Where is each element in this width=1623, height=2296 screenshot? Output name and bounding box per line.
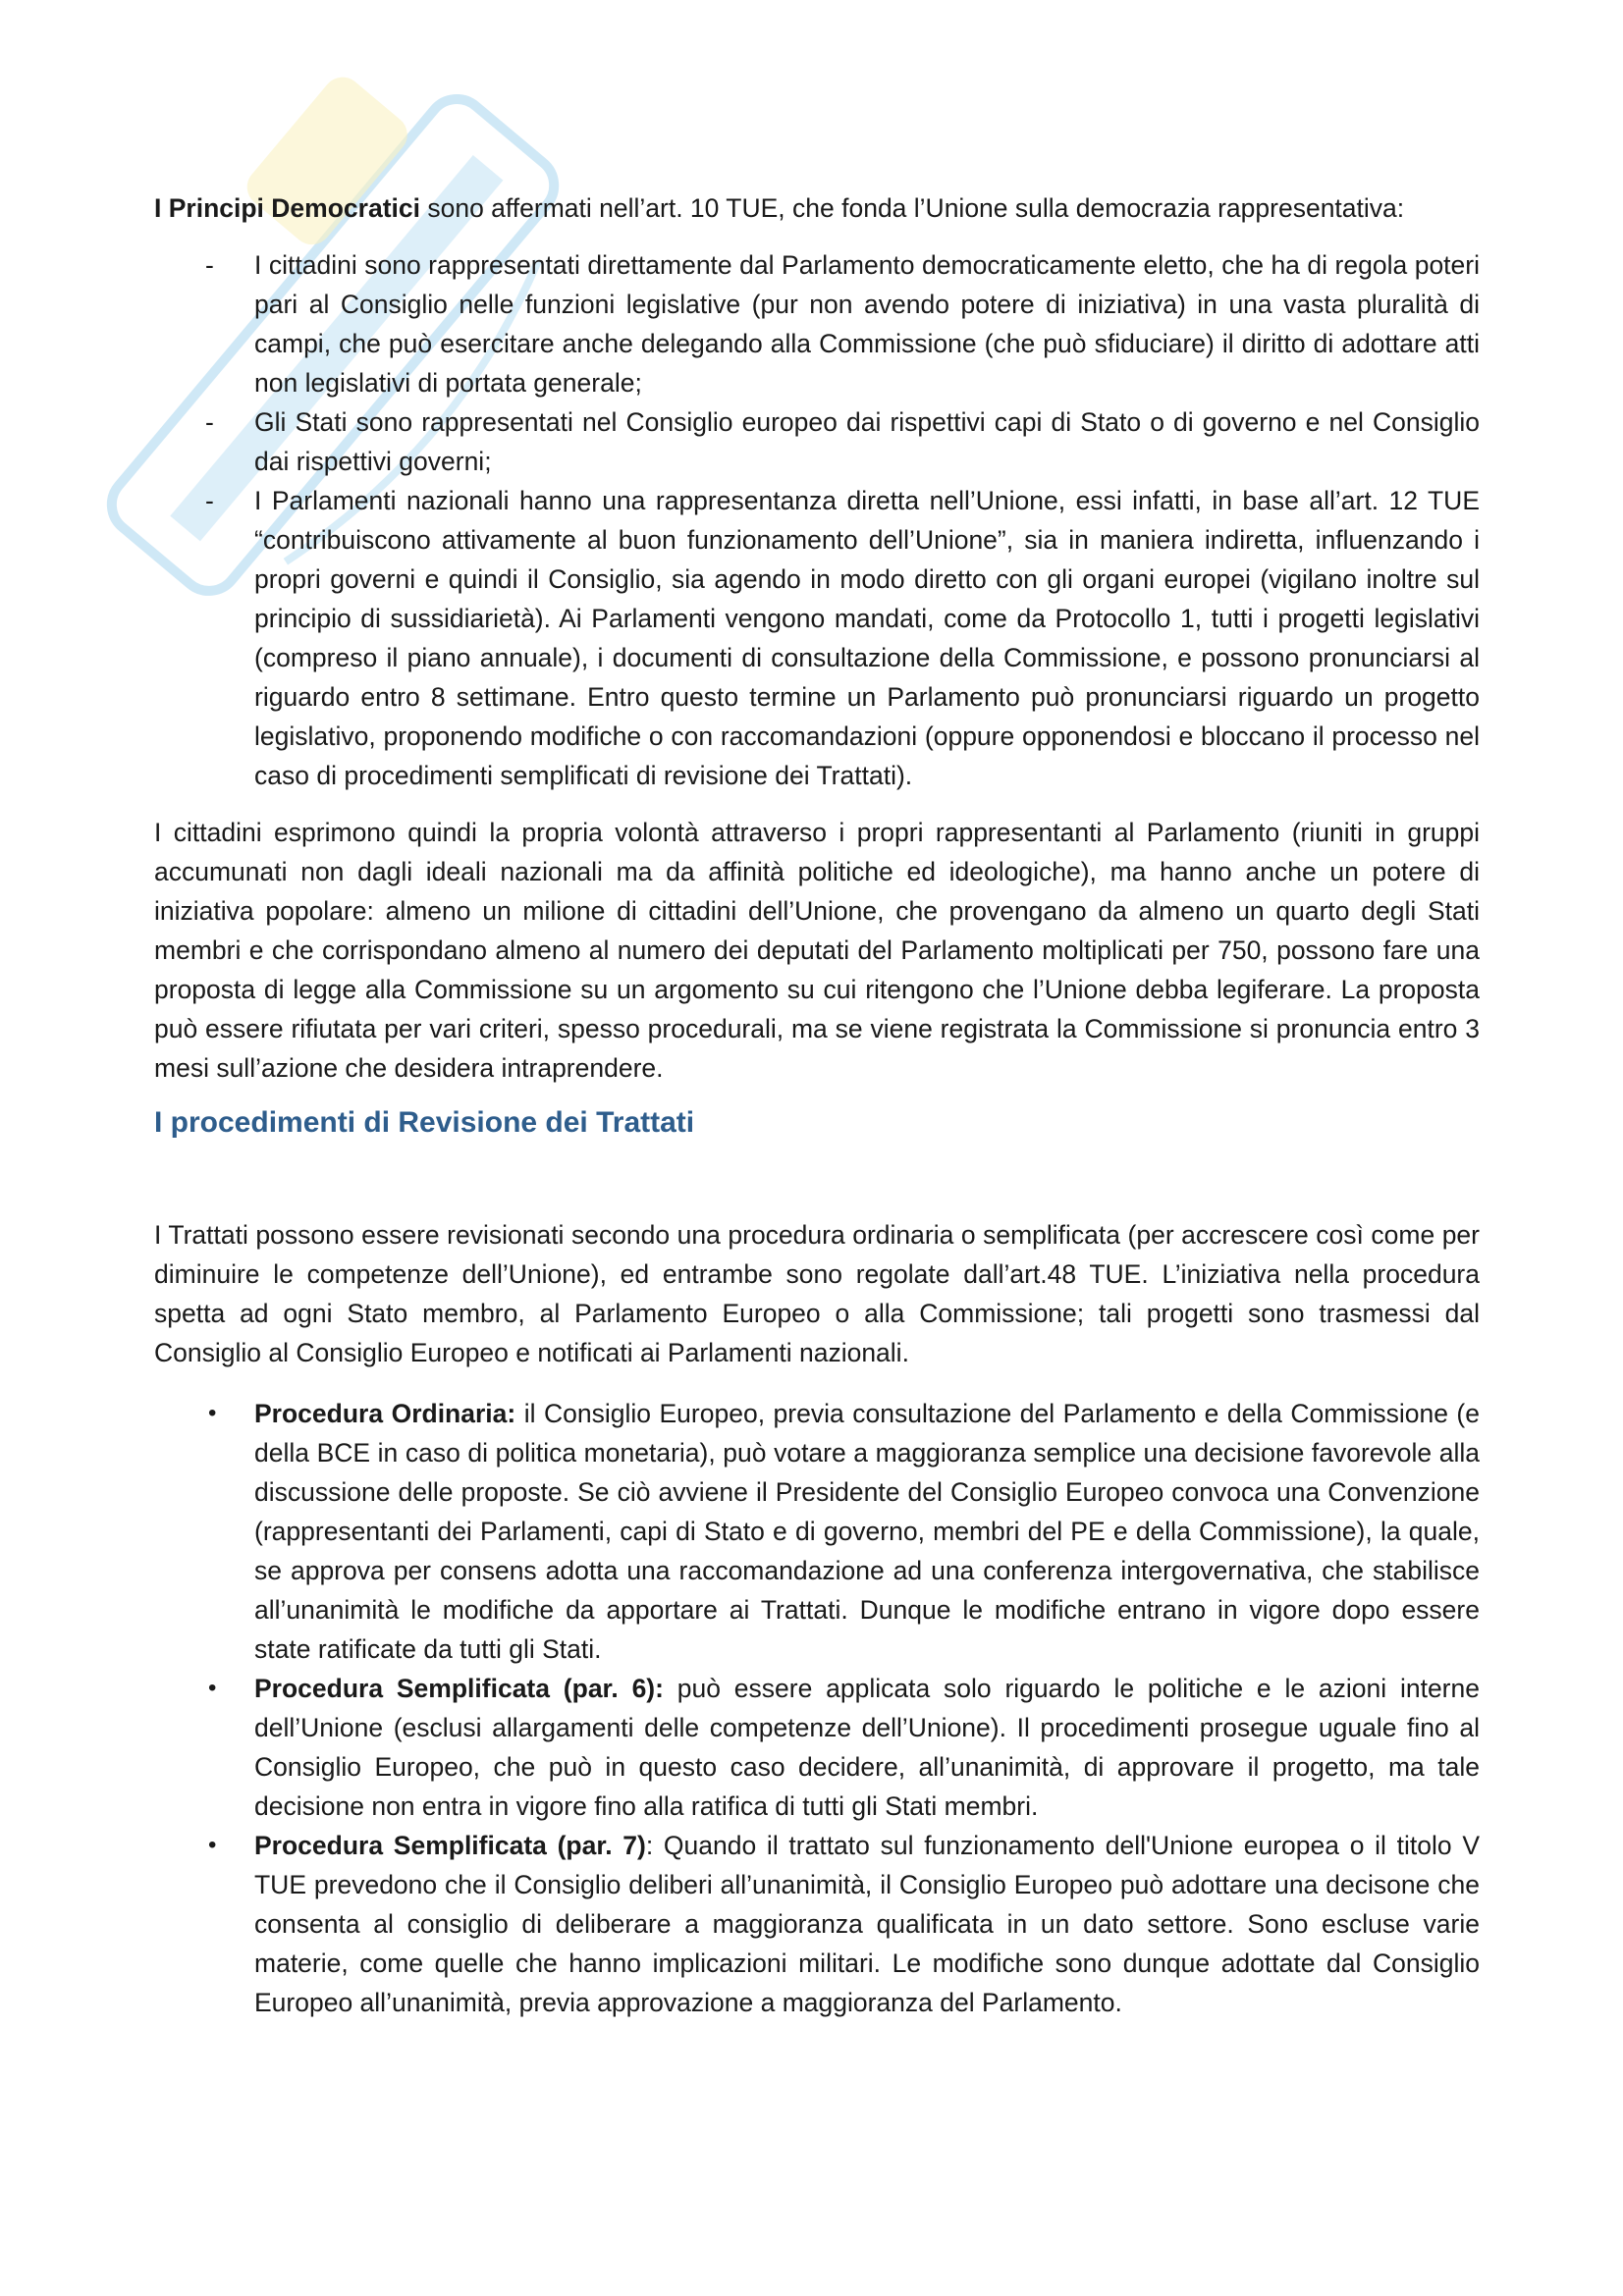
dash-list xyxy=(154,245,1480,795)
procedure-title: Procedura Semplificata (par. 6): xyxy=(254,1674,664,1703)
dash-marker: - xyxy=(205,407,214,437)
procedure-list xyxy=(154,1394,1480,2022)
list-item-text: Gli Stati sono rappresentati nel Consiglio europeo dai rispettivi capi di Stato o di governo e nel Consiglio dai rispettivi governi; xyxy=(254,407,1480,476)
list-item xyxy=(154,1826,1480,2022)
list-item xyxy=(154,402,1480,481)
list-item xyxy=(154,245,1480,402)
list-item xyxy=(154,1669,1480,1826)
list-item-text: I Parlamenti nazionali hanno una rappresentanza diretta nell’Unione, essi infatti, in base all’art. 12 TUE “contribuiscono attivamente al buon funzionamento dell’Unione”, sia in maniera indiretta, influenzando i propri governi e quindi il Consiglio, sia agendo in modo diretto con gli organi europei (vigilano inoltre sul principio di sussidiarietà). Ai Parlamenti vengono mandati, come da Protocollo 1, tutti i progetti legislativi (compreso il piano annuale), i documenti di consultazione della Commissione, e possono pronunciarsi al riguardo entro 8 settimane. Entro questo termine un Parlamento può pronunciarsi riguardo un progetto legislativo, proponendo modifiche o con raccomandazioni (oppure opponendosi e bloccano il processo nel caso di procedimenti semplificati di revisione dei Trattati). xyxy=(254,486,1480,790)
intro-paragraph xyxy=(154,188,1480,228)
section-heading: I procedimenti di Revisione dei Trattati xyxy=(154,1106,695,1139)
document-page xyxy=(154,188,1480,2022)
bullet-marker: • xyxy=(208,1832,217,1858)
revision-paragraph: I Trattati possono essere revisionati secondo una procedura ordinaria o semplificata (per accrescere così come per diminuire le competenze dell’Unione), ed entrambe sono regolate dall’art.48 TUE. L’iniziativa nella procedura spetta ad ogni Stato membro, al Parlamento Europeo o alla Commissione; tali progetti sono trasmessi dal Consiglio al Consiglio Europeo e notificati ai Parlamenti nazionali. xyxy=(154,1220,1480,1367)
procedure-title: Procedura Semplificata (par. 7) xyxy=(254,1831,646,1860)
bullet-marker: • xyxy=(208,1675,217,1701)
dash-marker: - xyxy=(205,250,214,280)
procedure-text: : Quando il trattato sul funzionamento dell'Unione europea o il titolo V TUE prevedono che il Consiglio deliberi all’unanimità, il Consiglio Europeo può adottare una decisone che consenta al consiglio di deliberare a maggioranza qualificata in un dato settore. Sono escluse varie materie, come quelle che hanno implicazioni militari. Le modifiche sono dunque adottate dal Consiglio Europeo all’unanimità, previa approvazione a maggioranza del Parlamento. xyxy=(254,1831,1480,2017)
dash-marker: - xyxy=(205,486,214,515)
procedure-text: può essere applicata solo riguardo le politiche e le azioni interne dell’Unione (esclusi allargamenti delle competenze dell’Unione). Il procedimenti prosegue uguale fino al Consiglio Europeo, che può in questo caso decidere, all’unanimità, di approvare il progetto, ma tale decisione non entra in vigore fino alla ratifica di tutti gli Stati membri. xyxy=(254,1674,1480,1821)
procedure-text: il Consiglio Europeo, previa consultazione del Parlamento e della Commissione (e della BCE in caso di politica monetaria), può votare a maggioranza semplice una decisione favorevole alla discussione delle proposte. Se ciò avviene il Presidente del Consiglio Europeo convoca una Convenzione (rappresentanti dei Parlamenti, capi di Stato e di governo, membri del PE e della Commissione), la quale, se approva per consens adotta una raccomandazione ad una conferenza intergovernativa, che stabilisce all’unanimità le modifiche da apportare ai Trattati. Dunque le modifiche entrano in vigore dopo essere state ratificate da tutti gli Stati. xyxy=(254,1399,1480,1664)
citizens-paragraph: I cittadini esprimono quindi la propria volontà attraverso i propri rappresentanti al Parlamento (riuniti in gruppi accumunati non dagli ideali nazionali ma da affinità politiche ed ideologiche), ma hanno anche un potere di iniziativa popolare: almeno un milione di cittadini dell’Unione, che provengano da almeno un quarto degli Stati membri e che corrispondano almeno al numero dei deputati del Parlamento moltiplicati per 750, possono fare una proposta di legge alla Commissione su un argomento su cui ritengono che l’Unione debba legiferare. La proposta può essere rifiutata per vari criteri, spesso procedurali, ma se viene registrata la Commissione si pronuncia entro 3 mesi sull’azione che desidera intraprendere. xyxy=(154,818,1480,1083)
intro-text: sono affermati nell’art. 10 TUE, che fonda l’Unione sulla democrazia rappresentativa: xyxy=(419,193,1405,223)
intro-bold-term: I Principi Democratici xyxy=(154,193,420,223)
list-item xyxy=(154,1394,1480,1669)
list-item-text: I cittadini sono rappresentati direttamente dal Parlamento democraticamente eletto, che ha di regola poteri pari al Consiglio nelle funzioni legislative (pur non avendo potere di iniziativa) in una vasta pluralità di campi, che può esercitare anche delegando alla Commissione (che può sfiduciare) il diritto di adottare atti non legislativi di portata generale; xyxy=(254,250,1480,398)
list-item xyxy=(154,481,1480,795)
procedure-title: Procedura Ordinaria: xyxy=(254,1399,516,1428)
bullet-marker: • xyxy=(208,1400,217,1426)
